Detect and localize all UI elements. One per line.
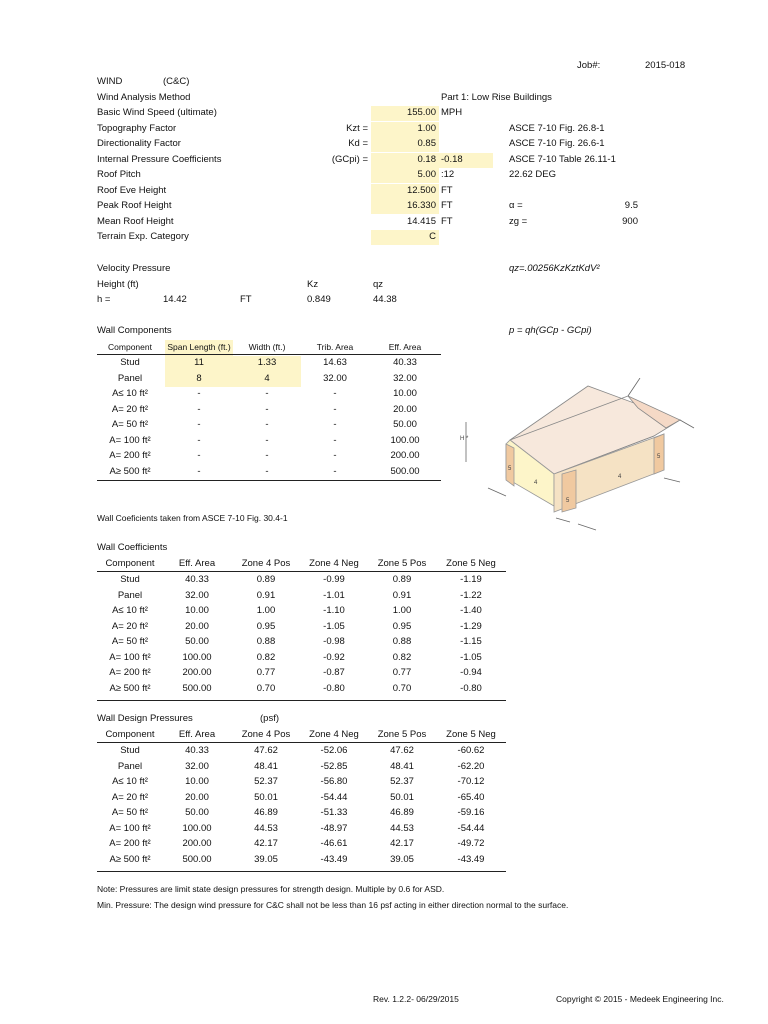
wc-bottom-rule (97, 480, 441, 481)
wc-cell: 14.63 (323, 357, 347, 368)
design-cell: 32.00 (185, 760, 209, 772)
coef-cell: 0.95 (392, 620, 412, 632)
wc-cell: - (333, 388, 337, 399)
coef-header: Zone 4 Pos (241, 558, 291, 569)
param-label: Roof Pitch (97, 169, 141, 180)
coef-cell: 200.00 (182, 667, 212, 678)
param-label: Topography Factor (97, 123, 177, 134)
coef-cell: -0.87 (323, 667, 345, 678)
wc-cell: 32.00 (393, 372, 417, 384)
coef-cell: -1.05 (460, 651, 482, 663)
wc-cell: 32.00 (323, 372, 347, 384)
coef-cell: 1.00 (256, 605, 276, 616)
wc-component: A= 50 ft² (111, 419, 149, 430)
param-value: 16.330 (406, 200, 436, 211)
design-cell: -54.44 (320, 791, 348, 803)
h-label: h = (97, 294, 111, 305)
param-value: 12.500 (406, 185, 436, 196)
design-cell: 50.01 (254, 791, 278, 803)
design-header: Eff. Area (178, 729, 216, 740)
param-label: Basic Wind Speed (ultimate) (97, 107, 217, 118)
wc-cell: - (333, 434, 337, 446)
wc-cell: 40.33 (393, 357, 417, 368)
design-cell: 47.62 (390, 745, 414, 756)
coef-cell: 0.82 (392, 651, 412, 663)
wc-cell: - (197, 465, 201, 477)
coef-cell: -0.94 (460, 667, 482, 678)
param-reference: ASCE 7-10 Fig. 26.6-1 (509, 138, 605, 149)
coef-cell: 0.91 (256, 589, 276, 601)
asd-note: Note: Pressures are limit state design pressures for strength design. Multiple by 0.6 for ASD. (97, 884, 445, 894)
wc-cell: 4 (264, 372, 270, 384)
min-pressure-note: Min. Pressure: The design wind pressure for C&C shall not be less than 16 psf acting in either direction normal to the surface. (97, 900, 569, 910)
coef-component: A≥ 500 ft² (109, 682, 151, 694)
wc-header: Eff. Area (388, 342, 422, 352)
building-zone-diagram (458, 378, 698, 534)
wc-cell: - (265, 465, 269, 477)
design-header: Zone 4 Pos (241, 729, 291, 740)
design-cell: -59.16 (457, 807, 485, 818)
wc-header: Trib. Area (316, 342, 354, 352)
wc-cell: - (265, 419, 269, 430)
revision: Rev. 1.2.2- 06/29/2015 (373, 994, 459, 1004)
wc-header: Span Length (ft.) (167, 342, 231, 352)
coef-header: Zone 5 Pos (377, 558, 427, 569)
wc-component: A≤ 10 ft² (112, 388, 148, 399)
wc-cell: - (265, 403, 269, 415)
coef-component: A= 20 ft² (111, 620, 149, 632)
coef-cell: 0.88 (256, 636, 276, 647)
design-cell: 50.00 (185, 807, 209, 818)
wc-cell: 10.00 (393, 388, 417, 399)
param-label: Wind Analysis Method (97, 92, 191, 103)
coef-cell: -0.80 (323, 682, 345, 694)
coef-cell: -1.10 (323, 605, 345, 616)
wc-component: Stud (120, 357, 140, 368)
design-cell: 20.00 (185, 791, 209, 803)
qz-value: 44.38 (373, 294, 397, 305)
design-cell: 39.05 (390, 853, 414, 865)
wc-cell: 500.00 (390, 465, 420, 477)
param-reference: α = (509, 200, 523, 211)
qz-label: qz (373, 279, 384, 290)
h-value: 14.42 (163, 294, 187, 305)
wc-cell: - (333, 450, 337, 461)
design-cell: 44.53 (390, 822, 414, 834)
coef-cell: 0.70 (392, 682, 412, 694)
coef-cell: 0.82 (256, 651, 276, 663)
coef-component: Panel (117, 589, 143, 601)
design-cell: -60.62 (457, 745, 485, 756)
zone-4-label-left: 4 (534, 480, 538, 486)
design-cell: 500.00 (182, 853, 212, 865)
coef-cell: 50.00 (185, 636, 209, 647)
param-unit: FT (441, 185, 453, 196)
coef-cell: 0.77 (256, 667, 276, 678)
velocity-formula: qz=.00256KzKztKdV² (509, 263, 600, 274)
coef-cell: 0.91 (392, 589, 412, 601)
param-unit: FT (441, 216, 453, 227)
coef-cell: 100.00 (182, 651, 212, 663)
coef-header: Zone 5 Neg (446, 558, 496, 569)
wc-cell: - (197, 450, 201, 461)
zone-5-label-right: 5 (657, 454, 661, 460)
wc-cell: 50.00 (393, 419, 417, 430)
param-label: Roof Eve Height (97, 185, 167, 196)
wc-cell: - (333, 403, 337, 415)
design-cell: -56.80 (320, 776, 348, 787)
design-cell: 44.53 (254, 822, 278, 834)
velocity-title: Velocity Pressure (97, 263, 171, 274)
wc-header: Component (108, 342, 152, 352)
param-reference: ASCE 7-10 Table 26.11-1 (509, 154, 616, 165)
kz-label: Kz (307, 279, 319, 290)
design-bottom-rule (97, 871, 506, 872)
design-cell: -70.12 (457, 776, 485, 787)
design-cell: -52.06 (320, 745, 348, 756)
wc-cell: 8 (196, 372, 202, 384)
coef-bottom-rule (97, 700, 506, 701)
wc-cell: 100.00 (390, 434, 420, 446)
coef-cell: 10.00 (185, 605, 209, 616)
design-header: Zone 5 Pos (377, 729, 427, 740)
coef-cell: -0.98 (323, 636, 345, 647)
design-cell: 48.41 (390, 760, 414, 772)
coef-cell: 0.95 (256, 620, 276, 632)
wc-component: A= 100 ft² (109, 434, 151, 446)
job-number: 2015-018 (645, 60, 686, 71)
param-label: Terrain Exp. Category (97, 231, 189, 242)
copyright: Copyright © 2015 - Medeek Engineering Inc. (556, 994, 724, 1004)
design-cell: 47.62 (254, 745, 278, 756)
design-header-rule (97, 742, 506, 743)
design-cell: -65.40 (457, 791, 485, 803)
wc-cell: 20.00 (393, 403, 417, 415)
design-component: A= 50 ft² (111, 807, 149, 818)
param-label: Peak Roof Height (97, 200, 172, 211)
wc-component: Panel (117, 372, 143, 384)
design-component: A≥ 500 ft² (109, 853, 151, 865)
coef-cell: 0.89 (256, 574, 276, 585)
zone-5-label-center: 5 (566, 498, 570, 504)
param-reference: zg = (509, 216, 528, 227)
wc-component: A≥ 500 ft² (109, 465, 151, 477)
design-cell: 42.17 (254, 838, 278, 849)
coef-header: Zone 4 Neg (309, 558, 359, 569)
design-cell: 52.37 (254, 776, 278, 787)
design-component: Stud (120, 745, 140, 756)
coef-cell: -1.15 (460, 636, 482, 647)
wc-component: A= 200 ft² (109, 450, 151, 461)
coef-cell: 500.00 (182, 682, 212, 694)
wall-design-title: Wall Design Pressures (97, 713, 193, 724)
design-header: Zone 5 Neg (446, 729, 496, 740)
design-cell: -43.49 (457, 853, 485, 865)
wc-header-rule (97, 354, 441, 355)
height-mark: H * (460, 436, 469, 442)
kz-value: 0.849 (307, 294, 331, 305)
design-cell: 46.89 (254, 807, 278, 818)
coefficient-source-note: Wall Coeficients taken from ASCE 7-10 Fig. 30.4-1 (97, 513, 288, 523)
coef-cell: -0.80 (460, 682, 482, 694)
coef-cell: -0.92 (323, 651, 345, 663)
wc-cell: 11 (194, 357, 204, 368)
wall-coefficients-title: Wall Coefficients (97, 542, 168, 553)
param-label: Directionality Factor (97, 138, 181, 149)
param-label: Internal Pressure Coefficients (97, 154, 222, 165)
wc-cell: - (265, 450, 269, 461)
design-cell: 48.41 (254, 760, 278, 772)
wc-cell: 200.00 (390, 450, 420, 461)
param-symbol: (GCpi) = (331, 154, 368, 165)
param-unit: MPH (441, 107, 463, 118)
coef-header: Eff. Area (178, 558, 216, 569)
wc-cell: - (197, 403, 201, 415)
wall-components-title: Wall Components (97, 325, 172, 336)
coef-cell: 32.00 (185, 589, 209, 601)
param-reference: ASCE 7-10 Fig. 26.8-1 (509, 123, 605, 134)
param-value: 1.00 (417, 123, 436, 134)
coef-header-rule (97, 571, 506, 572)
design-cell: -46.61 (320, 838, 348, 849)
param-symbol: Kd = (348, 138, 368, 149)
coef-cell: -1.40 (460, 605, 482, 616)
zg-value: 900 (622, 216, 638, 227)
design-cell: -54.44 (457, 822, 485, 834)
param-unit: :12 (441, 169, 455, 180)
design-component: A≤ 10 ft² (112, 776, 148, 787)
coef-cell: 1.00 (392, 605, 412, 616)
wall-design-unit: (psf) (260, 713, 279, 724)
coef-component: A≤ 10 ft² (112, 605, 148, 616)
coef-cell: 0.89 (392, 574, 412, 585)
param-unit: Part 1: Low Rise Buildings (441, 92, 552, 103)
design-cell: 200.00 (182, 838, 212, 849)
design-cell: 52.37 (390, 776, 414, 787)
design-cell: -52.85 (320, 760, 348, 772)
param-value: 14.415 (406, 216, 436, 227)
coef-component: A= 50 ft² (111, 636, 149, 647)
param-value: 5.00 (417, 169, 436, 180)
height-label: Height (ft) (97, 279, 139, 290)
design-cell: 46.89 (390, 807, 414, 818)
design-cell: 10.00 (185, 776, 209, 787)
section-title-cc: (C&C) (163, 76, 190, 87)
wc-cell: - (197, 419, 201, 430)
design-component: Panel (117, 760, 143, 772)
wc-cell: - (265, 388, 269, 399)
coef-header: Component (105, 558, 155, 569)
design-cell: -49.72 (457, 838, 485, 849)
design-cell: -43.49 (320, 853, 348, 865)
param-value: C (429, 231, 436, 242)
wc-cell: - (333, 419, 337, 430)
coef-cell: -1.05 (323, 620, 345, 632)
coef-cell: 20.00 (185, 620, 209, 632)
wc-header: Width (ft.) (248, 342, 286, 352)
coef-cell: -1.19 (460, 574, 482, 585)
job-label: Job#: (577, 60, 601, 71)
coef-component: A= 100 ft² (109, 651, 151, 663)
section-title-wind: WIND (97, 76, 123, 87)
design-cell: 50.01 (390, 791, 414, 803)
param-symbol: Kzt = (346, 123, 368, 134)
design-cell: -51.33 (320, 807, 348, 818)
design-header: Zone 4 Neg (309, 729, 359, 740)
design-cell: -62.20 (457, 760, 485, 772)
pressure-formula: p = qh(GCp - GCpi) (509, 325, 592, 336)
design-cell: 42.17 (390, 838, 414, 849)
coef-cell: -1.22 (460, 589, 482, 601)
zone-4-label-front: 4 (618, 474, 622, 480)
coef-cell: 40.33 (185, 574, 209, 585)
wc-cell: - (333, 465, 337, 477)
param-label: Mean Roof Height (97, 216, 174, 227)
wc-cell: - (197, 434, 201, 446)
param-value: 155.00 (406, 107, 436, 118)
h-unit: FT (240, 294, 252, 305)
wc-cell: 1.33 (257, 357, 277, 368)
param-value: 0.85 (417, 138, 436, 149)
alpha-value: 9.5 (624, 200, 638, 211)
coef-cell: 0.77 (392, 667, 412, 678)
design-component: A= 20 ft² (111, 791, 149, 803)
design-cell: 100.00 (182, 822, 212, 834)
design-component: A= 100 ft² (109, 822, 151, 834)
param-value: 0.18 (417, 154, 436, 165)
coef-cell: 0.70 (256, 682, 276, 694)
wc-component: A= 20 ft² (111, 403, 149, 415)
coef-component: A= 200 ft² (109, 667, 151, 678)
coef-cell: -0.99 (323, 574, 345, 585)
coef-component: Stud (120, 574, 140, 585)
design-cell: 40.33 (185, 745, 209, 756)
design-cell: 39.05 (254, 853, 278, 865)
design-component: A= 200 ft² (109, 838, 151, 849)
design-cell: -48.97 (320, 822, 348, 834)
coef-cell: -1.29 (460, 620, 482, 632)
design-header: Component (105, 729, 155, 740)
wc-cell: - (265, 434, 269, 446)
coef-cell: 0.88 (392, 636, 412, 647)
param-unit: -0.18 (441, 154, 463, 165)
param-unit: FT (441, 200, 453, 211)
coef-cell: -1.01 (323, 589, 345, 601)
param-reference: 22.62 DEG (509, 169, 556, 180)
zone-5-label-left: 5 (508, 466, 512, 472)
wc-cell: - (197, 388, 201, 399)
